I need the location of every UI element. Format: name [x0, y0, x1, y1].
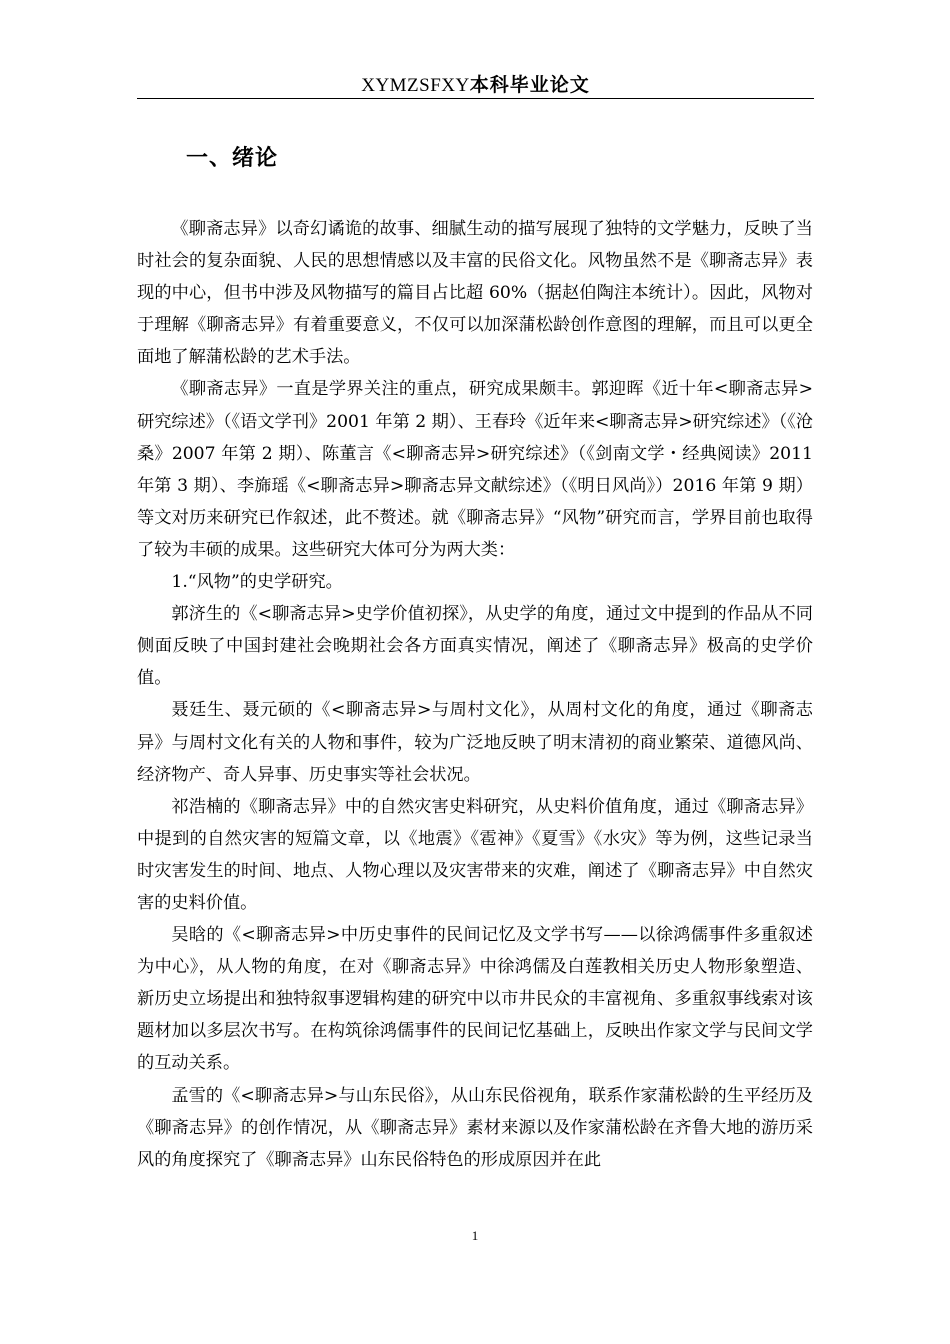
paragraph: 《聊斋志异》一直是学界关注的重点，研究成果颇丰。郭迎晖《近十年<聊斋志异>研究综述》（《语文学刊》2001 年第 2 期）、王春玲《近年来<聊斋志异>研究综述》（《沧桑》2007 年第 2 期）、陈董言《<聊斋志异>研究综述》（《剑南文学・经典阅读》2011 年第 3 期）、李旆瑶《<聊斋志异>聊斋志异文献综述》（《明日风尚》）2016 年第 9 期）等文对历来研究已作叙述，此不赘述。就《聊斋志异》“风物”研究而言，学界目前也取得了较为丰硕的成果。这些研究大体可分为两大类：: [137, 379, 813, 560]
header-latin-text: XYMZSFXY: [361, 75, 470, 96]
paragraph: 1.“风物”的史学研究。: [171, 572, 343, 593]
paragraph: 《聊斋志异》以奇幻谲诡的故事、细腻生动的描写展现了独特的文学魅力，反映了当时社会的复杂面貌、人民的思想情感以及丰富的民俗文化。风物虽然不是《聊斋志异》表现的中心，但书中涉及风物描写的篇目占比超 60%（据赵伯陶注本统计）。因此，风物对于理解《聊斋志异》有着重要意义，不仅可以加深蒲松龄创作意图的理解，而且可以更全面地了解蒲松龄的艺术手法。: [137, 219, 813, 368]
page-number: 1: [471, 1228, 479, 1243]
page-header: [137, 72, 814, 99]
header-title-text: 本科毕业论文: [469, 74, 590, 96]
paragraph: 孟雪的《<聊斋志异>与山东民俗》，从山东民俗视角，联系作家蒲松龄的生平经历及《聊斋志异》的创作情况，从《聊斋志异》素材来源以及作家蒲松龄在齐鲁大地的游历采风的角度探究了《聊斋志异》山东民俗特色的形成原因并在此: [137, 1085, 813, 1170]
paragraph: 吴晗的《<聊斋志异>中历史事件的民间记忆及文学书写——以徐鸿儒事件多重叙述为中心》，从人物的角度，在对《聊斋志异》中徐鸿儒及白莲教相关历史人物形象塑造、新历史立场提出和独特叙事逻辑构建的研究中以市井民众的丰富视角、多重叙事线索对该题材加以多层次书写。在构筑徐鸿儒事件的民间记忆基础上，反映出作家文学与民间文学的互动关系。: [137, 925, 813, 1074]
section-title: 一、绪论: [186, 146, 279, 171]
paragraph: 祁浩楠的《聊斋志异》中的自然灾害史料研究，从史料价值角度，通过《聊斋志异》中提到的自然灾害的短篇文章，以《地震》《雹神》《夏雪》《水灾》等为例，这些记录当时灾害发生的时间、地点、人物心理以及灾害带来的灾难，阐述了《聊斋志异》中自然灾害的史料价值。: [137, 796, 813, 913]
paragraph: 聂廷生、聂元硕的《<聊斋志异>与周村文化》，从周村文化的角度，通过《聊斋志异》与周村文化有关的人物和事件，较为广泛地反映了明末清初的商业繁荣、道德风尚、经济物产、奇人异事、历史事实等社会状况。: [137, 700, 813, 785]
body-text: [137, 213, 813, 1176]
paragraph: 郭济生的《<聊斋志异>史学价值初探》，从史学的角度，通过文中提到的作品从不同侧面反映了中国封建社会晚期社会各方面真实情况，阐述了《聊斋志异》极高的史学价值。: [137, 604, 813, 689]
